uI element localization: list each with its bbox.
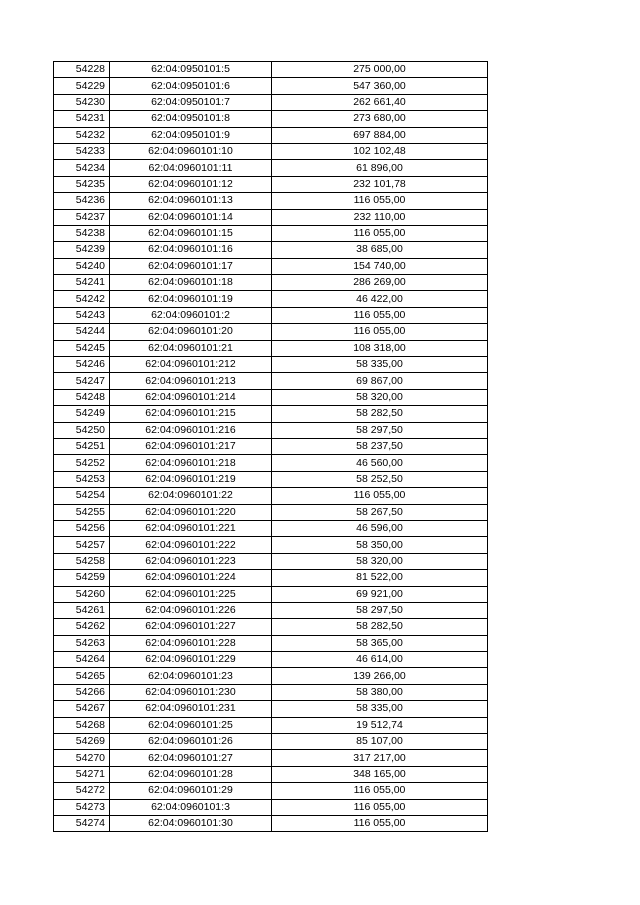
cadastral-number-cell: 62:04:0950101:5 [110,62,272,78]
row-number-cell: 54247 [54,373,110,389]
row-number-cell: 54254 [54,488,110,504]
cadastral-number-cell: 62:04:0960101:221 [110,520,272,536]
cadastral-value-cell: 19 512,74 [272,717,488,733]
cadastral-number-cell: 62:04:0960101:226 [110,602,272,618]
table-row [54,94,488,110]
row-number-cell: 54240 [54,258,110,274]
table-row [54,471,488,487]
table-row [54,176,488,192]
cadastral-number-cell: 62:04:0950101:7 [110,94,272,110]
cadastral-number-cell: 62:04:0960101:2 [110,307,272,323]
row-number-cell: 54259 [54,570,110,586]
table-row [54,389,488,405]
table-row [54,815,488,831]
table-row [54,275,488,291]
table-row [54,143,488,159]
cadastral-number-cell: 62:04:0960101:18 [110,275,272,291]
row-number-cell: 54273 [54,799,110,815]
cadastral-value-cell: 273 680,00 [272,111,488,127]
table-body [54,62,488,832]
table-row [54,766,488,782]
row-number-cell: 54248 [54,389,110,405]
cadastral-value-cell: 58 365,00 [272,635,488,651]
table-row [54,357,488,373]
table-row [54,635,488,651]
cadastral-number-cell: 62:04:0960101:224 [110,570,272,586]
table-row [54,438,488,454]
cadastral-value-cell: 232 110,00 [272,209,488,225]
cadastral-value-cell: 58 335,00 [272,357,488,373]
cadastral-value-cell: 116 055,00 [272,783,488,799]
row-number-cell: 54265 [54,668,110,684]
row-number-cell: 54238 [54,225,110,241]
cadastral-value-cell: 46 560,00 [272,455,488,471]
cadastral-number-cell: 62:04:0960101:225 [110,586,272,602]
table-row [54,242,488,258]
table-row [54,340,488,356]
cadastral-number-cell: 62:04:0960101:228 [110,635,272,651]
cadastral-value-cell: 102 102,48 [272,143,488,159]
row-number-cell: 54239 [54,242,110,258]
cadastral-value-cell: 116 055,00 [272,799,488,815]
row-number-cell: 54233 [54,143,110,159]
cadastral-number-cell: 62:04:0960101:217 [110,438,272,454]
cadastral-value-cell: 286 269,00 [272,275,488,291]
row-number-cell: 54268 [54,717,110,733]
row-number-cell: 54258 [54,553,110,569]
cadastral-value-table [53,61,488,832]
cadastral-value-cell: 58 297,50 [272,422,488,438]
row-number-cell: 54262 [54,619,110,635]
row-number-cell: 54274 [54,815,110,831]
cadastral-value-cell: 58 380,00 [272,684,488,700]
table-row [54,504,488,520]
cadastral-value-cell: 85 107,00 [272,734,488,750]
cadastral-value-cell: 58 320,00 [272,553,488,569]
row-number-cell: 54236 [54,193,110,209]
table-row [54,78,488,94]
table-row [54,799,488,815]
table-row [54,455,488,471]
table-row [54,602,488,618]
cadastral-value-cell: 116 055,00 [272,815,488,831]
row-number-cell: 54251 [54,438,110,454]
table-row [54,422,488,438]
cadastral-number-cell: 62:04:0960101:29 [110,783,272,799]
row-number-cell: 54243 [54,307,110,323]
row-number-cell: 54270 [54,750,110,766]
cadastral-value-cell: 69 867,00 [272,373,488,389]
cadastral-value-cell: 69 921,00 [272,586,488,602]
cadastral-number-cell: 62:04:0960101:219 [110,471,272,487]
table-row [54,373,488,389]
cadastral-number-cell: 62:04:0950101:8 [110,111,272,127]
cadastral-value-cell: 116 055,00 [272,488,488,504]
cadastral-number-cell: 62:04:0960101:213 [110,373,272,389]
table-row [54,684,488,700]
table-row [54,406,488,422]
row-number-cell: 54272 [54,783,110,799]
cadastral-number-cell: 62:04:0960101:28 [110,766,272,782]
row-number-cell: 54261 [54,602,110,618]
row-number-cell: 54246 [54,357,110,373]
cadastral-number-cell: 62:04:0960101:14 [110,209,272,225]
cadastral-number-cell: 62:04:0960101:13 [110,193,272,209]
cadastral-number-cell: 62:04:0960101:212 [110,357,272,373]
cadastral-number-cell: 62:04:0960101:11 [110,160,272,176]
cadastral-value-cell: 58 335,00 [272,701,488,717]
cadastral-value-cell: 697 884,00 [272,127,488,143]
row-number-cell: 54231 [54,111,110,127]
table-row [54,307,488,323]
cadastral-number-cell: 62:04:0960101:20 [110,324,272,340]
row-number-cell: 54257 [54,537,110,553]
row-number-cell: 54249 [54,406,110,422]
cadastral-number-cell: 62:04:0960101:25 [110,717,272,733]
cadastral-value-cell: 262 661,40 [272,94,488,110]
table-row [54,209,488,225]
cadastral-number-cell: 62:04:0960101:16 [110,242,272,258]
row-number-cell: 54267 [54,701,110,717]
cadastral-value-cell: 38 685,00 [272,242,488,258]
table-row [54,619,488,635]
table-row [54,225,488,241]
cadastral-number-cell: 62:04:0960101:3 [110,799,272,815]
row-number-cell: 54269 [54,734,110,750]
cadastral-value-table-page [53,61,487,832]
cadastral-number-cell: 62:04:0960101:230 [110,684,272,700]
cadastral-number-cell: 62:04:0960101:222 [110,537,272,553]
cadastral-number-cell: 62:04:0960101:229 [110,652,272,668]
row-number-cell: 54250 [54,422,110,438]
table-row [54,553,488,569]
cadastral-value-cell: 58 320,00 [272,389,488,405]
cadastral-value-cell: 58 282,50 [272,406,488,422]
cadastral-value-cell: 232 101,78 [272,176,488,192]
cadastral-number-cell: 62:04:0960101:30 [110,815,272,831]
row-number-cell: 54245 [54,340,110,356]
table-row [54,701,488,717]
cadastral-value-cell: 275 000,00 [272,62,488,78]
table-row [54,520,488,536]
cadastral-number-cell: 62:04:0960101:12 [110,176,272,192]
table-row [54,783,488,799]
row-number-cell: 54244 [54,324,110,340]
row-number-cell: 54256 [54,520,110,536]
cadastral-value-cell: 81 522,00 [272,570,488,586]
row-number-cell: 54235 [54,176,110,192]
cadastral-value-cell: 58 267,50 [272,504,488,520]
cadastral-value-cell: 46 596,00 [272,520,488,536]
cadastral-value-cell: 139 266,00 [272,668,488,684]
table-row [54,734,488,750]
table-row [54,111,488,127]
cadastral-value-cell: 108 318,00 [272,340,488,356]
cadastral-value-cell: 58 282,50 [272,619,488,635]
table-row [54,652,488,668]
cadastral-number-cell: 62:04:0950101:6 [110,78,272,94]
cadastral-value-cell: 46 422,00 [272,291,488,307]
cadastral-number-cell: 62:04:0960101:19 [110,291,272,307]
cadastral-number-cell: 62:04:0960101:223 [110,553,272,569]
cadastral-value-cell: 154 740,00 [272,258,488,274]
cadastral-number-cell: 62:04:0960101:23 [110,668,272,684]
row-number-cell: 54255 [54,504,110,520]
cadastral-number-cell: 62:04:0960101:215 [110,406,272,422]
cadastral-number-cell: 62:04:0960101:227 [110,619,272,635]
row-number-cell: 54252 [54,455,110,471]
cadastral-value-cell: 58 237,50 [272,438,488,454]
cadastral-value-cell: 116 055,00 [272,324,488,340]
table-row [54,668,488,684]
cadastral-number-cell: 62:04:0960101:220 [110,504,272,520]
cadastral-value-cell: 58 350,00 [272,537,488,553]
row-number-cell: 54242 [54,291,110,307]
cadastral-value-cell: 348 165,00 [272,766,488,782]
cadastral-number-cell: 62:04:0960101:10 [110,143,272,159]
table-row [54,750,488,766]
row-number-cell: 54230 [54,94,110,110]
cadastral-value-cell: 116 055,00 [272,307,488,323]
row-number-cell: 54228 [54,62,110,78]
cadastral-number-cell: 62:04:0960101:214 [110,389,272,405]
table-row [54,258,488,274]
table-row [54,717,488,733]
cadastral-value-cell: 317 217,00 [272,750,488,766]
cadastral-number-cell: 62:04:0960101:27 [110,750,272,766]
cadastral-value-cell: 116 055,00 [272,225,488,241]
table-row [54,324,488,340]
table-row [54,586,488,602]
table-row [54,62,488,78]
row-number-cell: 54260 [54,586,110,602]
cadastral-value-cell: 116 055,00 [272,193,488,209]
table-row [54,570,488,586]
row-number-cell: 54232 [54,127,110,143]
cadastral-number-cell: 62:04:0960101:17 [110,258,272,274]
row-number-cell: 54264 [54,652,110,668]
table-row [54,537,488,553]
cadastral-value-cell: 58 297,50 [272,602,488,618]
row-number-cell: 54241 [54,275,110,291]
table-row [54,488,488,504]
cadastral-value-cell: 46 614,00 [272,652,488,668]
row-number-cell: 54271 [54,766,110,782]
table-row [54,160,488,176]
row-number-cell: 54253 [54,471,110,487]
table-row [54,291,488,307]
cadastral-number-cell: 62:04:0960101:15 [110,225,272,241]
row-number-cell: 54263 [54,635,110,651]
cadastral-number-cell: 62:04:0960101:21 [110,340,272,356]
cadastral-value-cell: 61 896,00 [272,160,488,176]
cadastral-number-cell: 62:04:0960101:231 [110,701,272,717]
cadastral-number-cell: 62:04:0960101:22 [110,488,272,504]
cadastral-number-cell: 62:04:0950101:9 [110,127,272,143]
row-number-cell: 54234 [54,160,110,176]
cadastral-number-cell: 62:04:0960101:218 [110,455,272,471]
row-number-cell: 54266 [54,684,110,700]
cadastral-value-cell: 547 360,00 [272,78,488,94]
cadastral-value-cell: 58 252,50 [272,471,488,487]
cadastral-number-cell: 62:04:0960101:216 [110,422,272,438]
table-row [54,193,488,209]
table-row [54,127,488,143]
cadastral-number-cell: 62:04:0960101:26 [110,734,272,750]
row-number-cell: 54229 [54,78,110,94]
row-number-cell: 54237 [54,209,110,225]
